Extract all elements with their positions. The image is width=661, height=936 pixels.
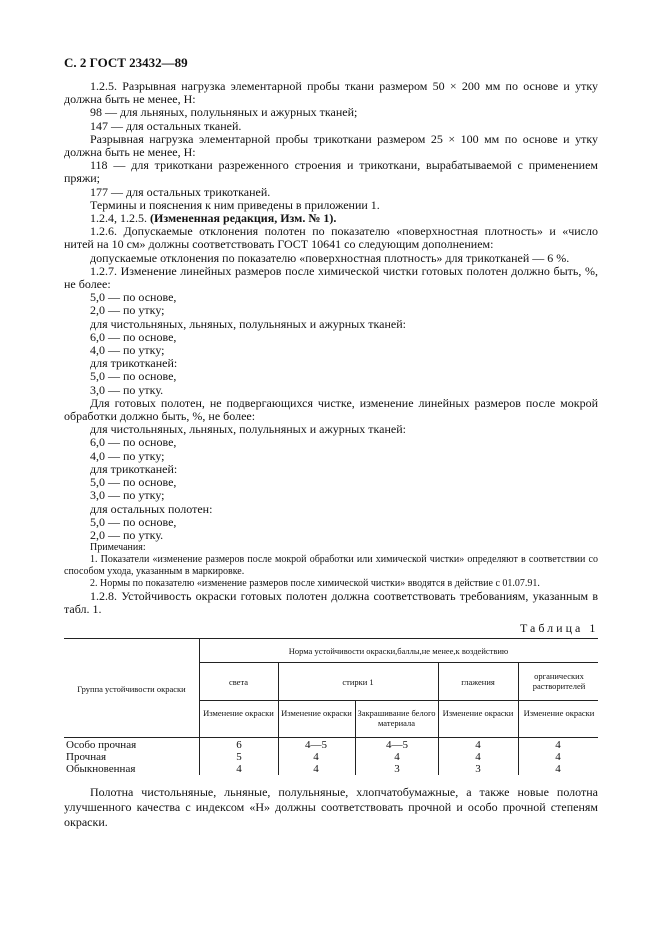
col-header-ironing: глажения bbox=[461, 677, 495, 687]
note-paragraph: 2. Нормы по показателю «изменение размеров после химической чистки» вводятся в действие с 01.07.91. bbox=[90, 578, 540, 590]
body-paragraph: 3,0 — по утку. bbox=[90, 382, 164, 397]
body-paragraph: 2,0 — по утку; bbox=[90, 303, 165, 318]
body-paragraph: 1.2.7. Изменение линейных размеров после химической чистки готовых полотен должно быть, %, не более: bbox=[64, 263, 598, 292]
body-paragraph: для трикотканей: bbox=[90, 356, 178, 371]
body-paragraph: 5,0 — по основе, bbox=[90, 290, 177, 305]
body-paragraph: 5,0 — по основе, bbox=[90, 369, 177, 384]
body-paragraph: 1.2.8. Устойчивость окраски готовых полотен должна соответствовать требованиям, указанным в табл. 1. bbox=[64, 589, 598, 617]
body-paragraph: для чистольняных, льняных, полульняных и ажурных тканей: bbox=[90, 422, 406, 437]
table-cell: 4 bbox=[313, 763, 319, 775]
body-paragraph: Для готовых полотен, не подвергающихся чистке, изменение линейных размеров после мокрой обработки должно быть, %, не более: bbox=[64, 395, 598, 424]
row-label: Обыкновенная bbox=[66, 763, 136, 775]
table-cell: 4 bbox=[475, 751, 481, 763]
col-header-solvents: органических растворителей bbox=[532, 671, 586, 691]
sub-header: Изменение окраски bbox=[203, 708, 274, 718]
table-cell: 4—5 bbox=[386, 739, 408, 751]
table-caption: Таблица 1 bbox=[520, 621, 599, 635]
table-cell: 4—5 bbox=[305, 739, 327, 751]
row-group-header: Группа устойчивости окраски bbox=[77, 684, 186, 694]
table-vline bbox=[518, 662, 519, 775]
body-paragraph: для чистольняных, льняных, полульняных и ажурных тканей: bbox=[90, 316, 406, 331]
body-paragraph: 5,0 — по основе, bbox=[90, 475, 177, 490]
body-paragraph: 177 — для остальных трикотканей. bbox=[90, 184, 271, 199]
sub-header: Закрашивание белого материала bbox=[357, 708, 436, 728]
body-paragraph: 5,0 — по основе, bbox=[90, 514, 177, 529]
table-vline bbox=[199, 638, 200, 775]
body-text bbox=[64, 80, 598, 617]
table-cell: 4 bbox=[555, 763, 561, 775]
body-paragraph: 6,0 — по основе, bbox=[90, 329, 177, 344]
body-paragraph: 1.2.6. Допускаемые отклонения полотен по показателю «поверхностная плотность» и «число нитей на 10 см» должны соответствовать ГОСТ 10641 со следующим дополнением: bbox=[64, 224, 598, 252]
group-header: Норма устойчивости окраски,баллы,не менее,к воздействию bbox=[288, 646, 509, 656]
body-paragraph: 4,0 — по утку; bbox=[90, 448, 165, 463]
table-cell: 3 bbox=[394, 763, 400, 775]
body-paragraph: Разрывная нагрузка элементарной пробы трикоткани размером 25 × 100 мм по основе и утку должна быть не менее, Н: bbox=[64, 131, 598, 160]
table-cell: 6 bbox=[236, 739, 242, 751]
sub-header: Изменение окраски bbox=[281, 708, 352, 718]
note-paragraph: 1. Показатели «изменение размеров после мокрой обработки или химической чистки» определяют в соответствии со способом ухода, указанным в маркировке. bbox=[64, 554, 598, 578]
note-paragraph: Примечания: bbox=[90, 542, 146, 554]
table-cell: 4 bbox=[394, 751, 400, 763]
body-paragraph: для трикотканей: bbox=[90, 461, 178, 476]
body-paragraph: для остальных полотен: bbox=[90, 501, 213, 516]
sub-header: Изменение окраски bbox=[523, 708, 595, 718]
row-label: Прочная bbox=[66, 751, 107, 763]
page-header: С. 2 ГОСТ 23432—89 bbox=[64, 55, 188, 70]
table-vline bbox=[355, 700, 356, 775]
body-paragraph: 147 — для остальных тканей. bbox=[90, 118, 242, 133]
closing-paragraph: Полотна чистольняные, льняные, полульняные, хлопчатобумажные, а также новые полотна улучшенного качества с индексом «Н» должны соответствовать прочной и особо прочной степеням окраски. bbox=[64, 785, 598, 829]
body-paragraph: 6,0 — по основе, bbox=[90, 435, 177, 450]
table-top-rule bbox=[64, 638, 598, 639]
body-paragraph: допускаемые отклонения по показателю «поверхностная плотность» для трикотканей — 6 %. bbox=[90, 250, 570, 265]
clause-ref: 1.2.4, 1.2.5. bbox=[90, 211, 147, 226]
sub-header: Изменение окраски bbox=[442, 708, 514, 718]
body-paragraph: 2,0 — по утку. bbox=[90, 527, 164, 542]
col-header-washing: стирки 1 bbox=[342, 677, 374, 687]
table-cell: 4 bbox=[475, 739, 481, 751]
body-paragraph: 1.2.5. Разрывная нагрузка элементарной пробы ткани размером 50 × 200 мм по основе и утку должна быть не менее, Н: bbox=[64, 79, 598, 107]
body-paragraph: 4,0 — по утку; bbox=[90, 343, 165, 358]
col-header-light: света bbox=[228, 677, 249, 687]
table-cell: 4 bbox=[555, 739, 561, 751]
body-paragraph: Термины и пояснения к ним приведены в приложении 1. bbox=[90, 197, 380, 212]
table-cell: 3 bbox=[475, 763, 481, 775]
body-paragraph: 98 — для льняных, полульняных и ажурных тканей; bbox=[90, 105, 358, 120]
table-sub-rule bbox=[199, 700, 598, 701]
row-label: Особо прочная bbox=[66, 739, 137, 751]
amendment-note: (Измененная редакция, Изм. № 1). bbox=[150, 211, 337, 226]
body-paragraph: 3,0 — по утку; bbox=[90, 488, 165, 503]
body-paragraph: 118 — для трикоткани разреженного строения и трикоткани, вырабатываемой с применением пряжи; bbox=[64, 158, 598, 186]
table-cell: 5 bbox=[236, 751, 242, 763]
table-cell: 4 bbox=[313, 751, 319, 763]
table-group-rule bbox=[199, 662, 598, 663]
table-cell: 4 bbox=[236, 763, 242, 775]
table-cell: 4 bbox=[555, 751, 561, 763]
